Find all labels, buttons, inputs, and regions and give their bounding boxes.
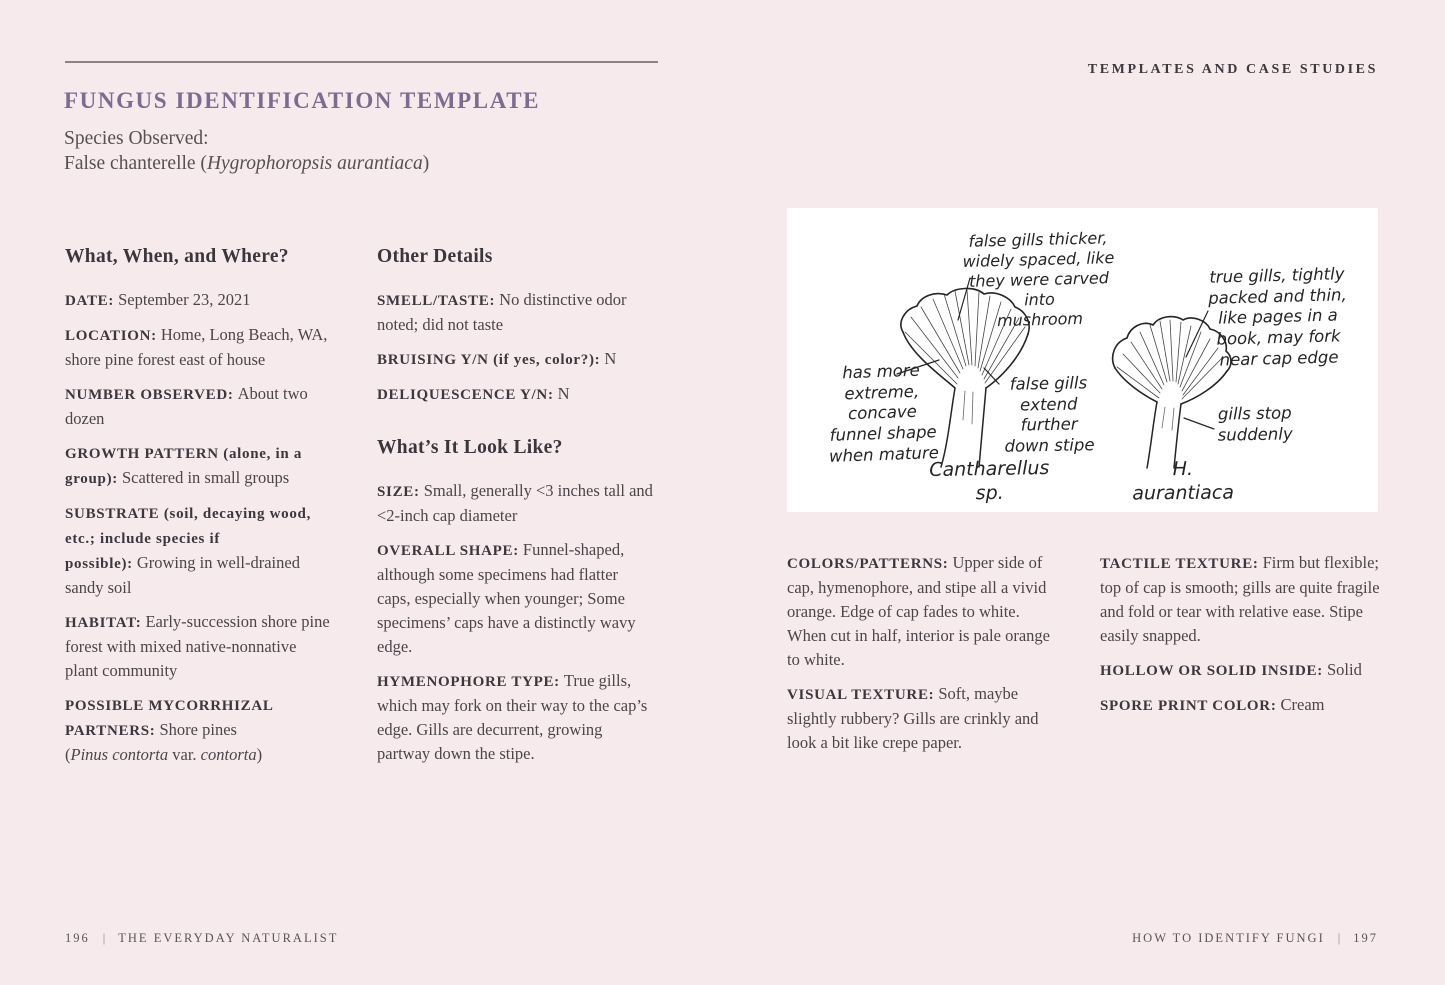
column-colors-visual [787,551,1059,765]
field-deliquescence: DELIQUESCENCE Y/N: N [377,384,570,403]
annotation-gills-stop: gills stop suddenly [1217,403,1293,445]
annotation-funnel-shape: has more extreme, concave funnel shape when mature [828,360,940,466]
annotation-true-gills: true gills, tightly packed and thin, like pages in a book, may fork near cap edge [1207,264,1347,370]
page-number-right: 197 [1353,931,1378,945]
section-heading-what-look-like: What’s It Look Like? [377,437,563,458]
annotation-false-gills-thicker: false gills thicker, widely spaced, like they were carved into mushroom [962,228,1115,331]
field-sketch-panel [787,208,1378,512]
field-hollow-or-solid: HOLLOW OR SOLID INSIDE: Solid [1100,660,1362,679]
field-habitat: HABITAT: Early-succession shore pine forest with mixed native-nonnative plant community [65,612,330,680]
column-what-when-where [65,246,333,777]
field-tactile-texture: TACTILE TEXTURE: Firm but flexible; top of cap is smooth; gills are quite fragile and fold or tear with relative ease. Stipe easily snapped. [1100,553,1380,645]
species-observed-name: False chanterelle (Hygrophoropsis aurantiaca) [64,153,430,174]
species-observed-block [64,126,704,176]
column-tactile-spore [1100,551,1392,728]
field-date: DATE: September 23, 2021 [65,290,251,309]
field-size: SIZE: Small, generally <3 inches tall and <2-inch cap diameter [377,481,653,525]
label-cantharellus: Cantharellus sp. [929,456,1050,504]
running-head: TEMPLATES AND CASE STUDIES [1087,62,1378,77]
field-substrate: SUBSTRATE (soil, decaying wood, etc.; include species if possible): Growing in well-drained sandy soil [65,506,312,597]
section-heading-other-details: Other Details [377,246,493,267]
footer-separator-left: | [102,931,106,945]
page-title: FUNGUS IDENTIFICATION TEMPLATE [64,88,541,113]
column-other-details [377,246,653,776]
section-heading-what-when-where: What, When, and Where? [65,246,289,267]
book-title-footer: THE EVERYDAY NATURALIST [118,931,339,945]
field-colors-patterns: COLORS/PATTERNS: Upper side of cap, hymenophore, and stipe all a vivid orange. Edge of cap fades to white. When cut in half, interior is pale orange to white. [787,553,1050,669]
species-observed-label: Species Observed: [64,128,209,149]
label-h-aurantiaca: H. aurantiaca [1132,457,1235,505]
page-number-left: 196 [65,931,90,945]
chapter-title-footer: HOW TO IDENTIFY FUNGI [1132,931,1325,945]
species-latin-name: Hygrophoropsis aurantiaca [206,153,423,174]
field-hymenophore-type: HYMENOPHORE TYPE: True gills, which may fork on their way to the cap’s edge. Gills are decurrent, growing partway down the stipe. [377,671,648,763]
field-overall-shape: OVERALL SHAPE: Funnel-shaped, although some specimens had flatter caps, especially when younger; Some specimens’ caps have a distinctly wavy edge. [377,540,636,656]
header-rule [65,61,658,63]
footer-right [1132,931,1378,946]
field-smell-taste: SMELL/TASTE: No distinctive odor noted; did not taste [377,290,627,334]
field-visual-texture: VISUAL TEXTURE: Soft, maybe slightly rubbery? Gills are crinkly and look a bit like crepe paper. [787,684,1039,752]
field-spore-print-color: SPORE PRINT COLOR: Cream [1100,695,1325,714]
field-growth-pattern: GROWTH PATTERN (alone, in a group): Scattered in small groups [65,446,303,487]
field-bruising: BRUISING Y/N (if yes, color?): N [377,349,617,368]
footer-separator-right: | [1337,931,1341,945]
footer-left [65,931,338,946]
field-number-observed: NUMBER OBSERVED: About two dozen [65,384,308,428]
field-location: LOCATION: Home, Long Beach, WA, shore pine forest east of house [65,325,328,369]
annotation-false-gills-extend: false gills extend further down stipe [1004,373,1095,456]
field-mycorrhizal-partners: POSSIBLE MYCORRHIZAL PARTNERS: Shore pines (Pinus contorta var. contorta) [65,698,273,764]
